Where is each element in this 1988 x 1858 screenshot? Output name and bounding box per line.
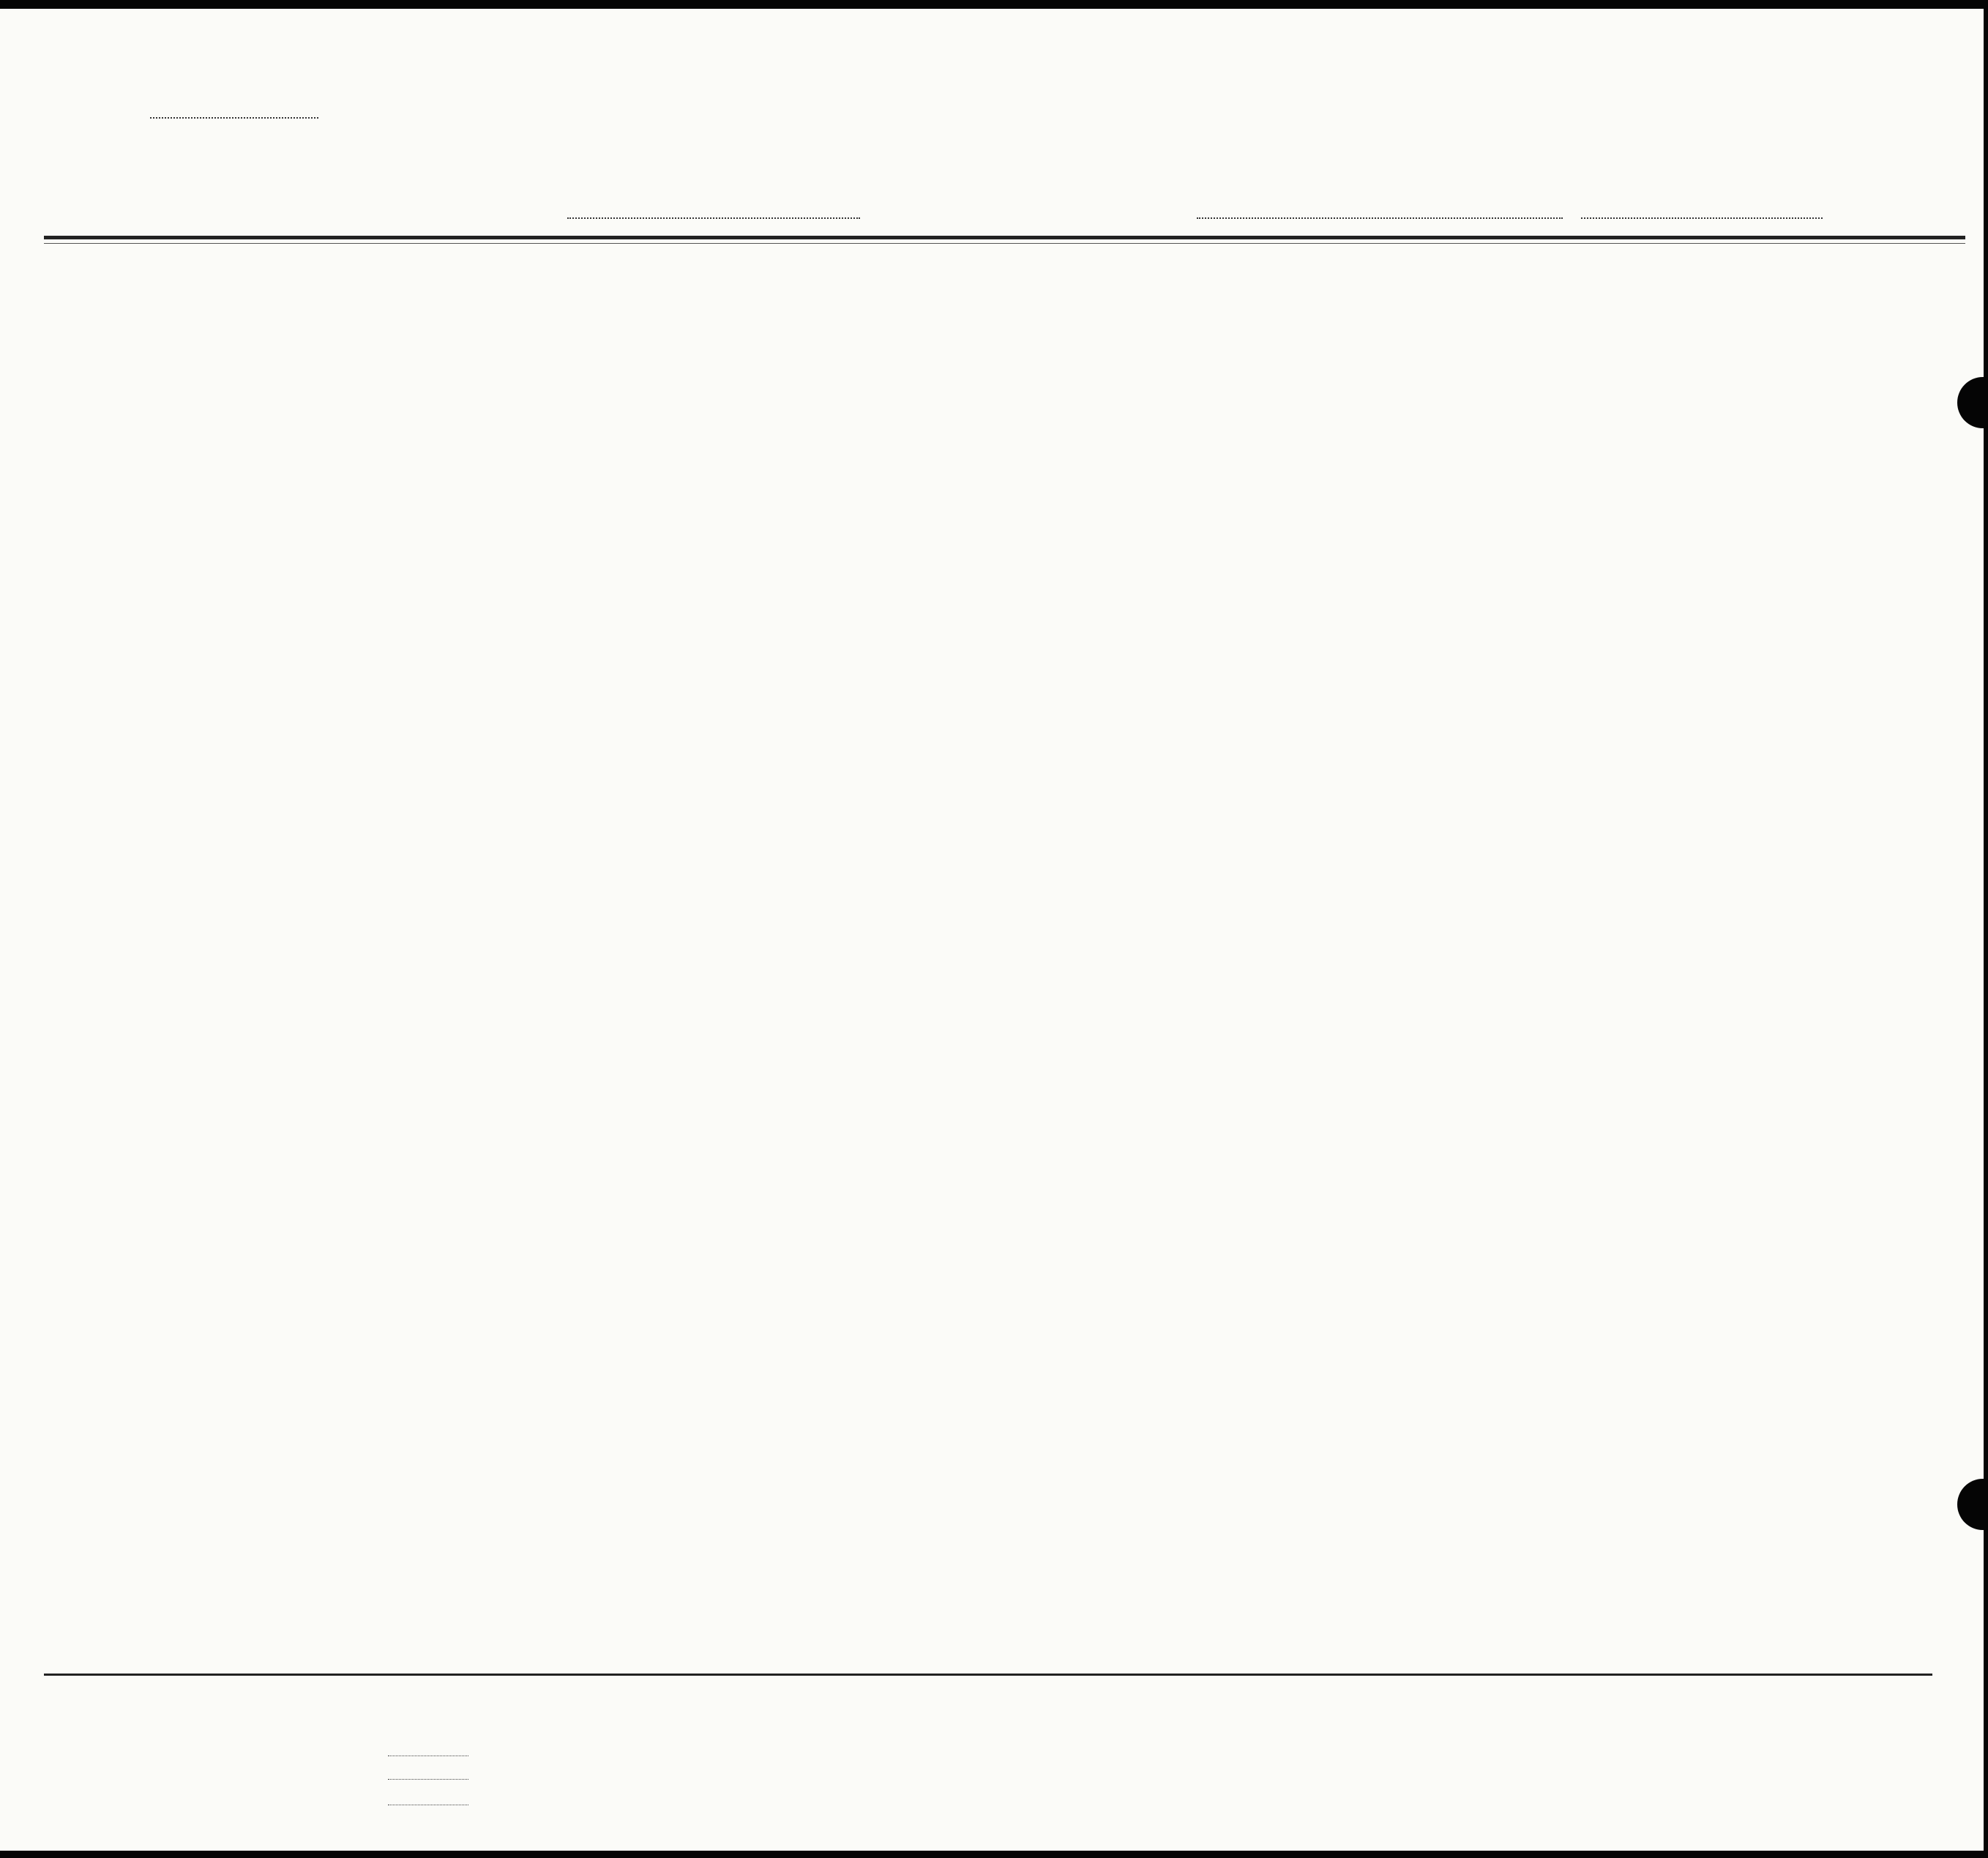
binding-hole: [1957, 377, 1988, 428]
binding-hole: [1957, 1479, 1988, 1530]
